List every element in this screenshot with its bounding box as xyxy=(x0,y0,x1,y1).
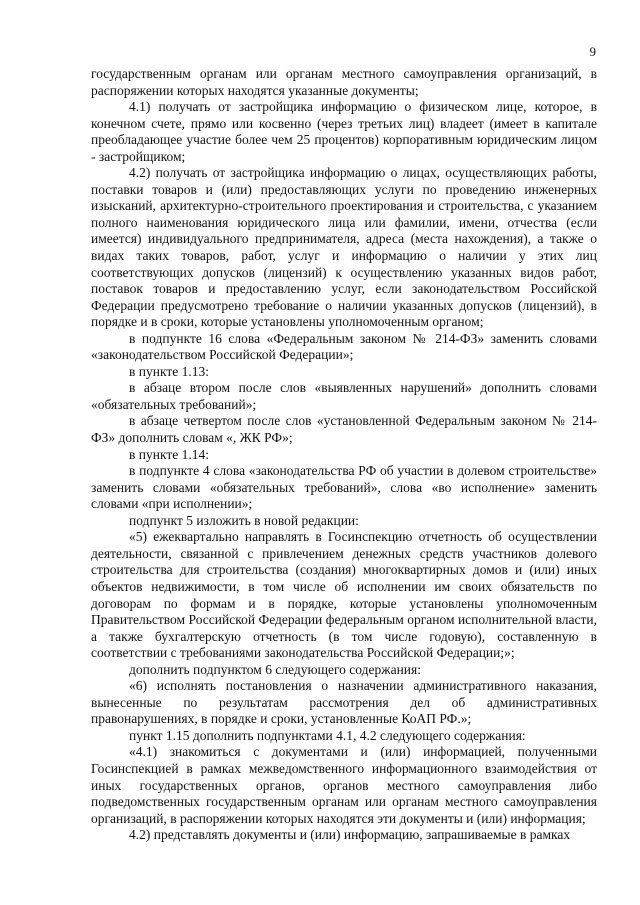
document-body xyxy=(91,66,597,844)
paragraph: государственным органам или органам местного самоуправления организаций, в распоряжении которых находятся указанные документы; xyxy=(91,66,597,98)
paragraph: «6) исполнять постановления о назначении административного наказания, вынесенные по результатам рассмотрения дел об административных правонарушениях, в порядке и сроки, установленные КоАП РФ.»; xyxy=(91,678,597,727)
paragraph: «5) ежеквартально направлять в Госинспекцию отчетность об осуществлении деятельности, связанной с привлечением денежных средств участников долевого строительства для строительства (создания) многоквартирных домов и (или) иных объектов недвижимости, в том числе об исполнении им своих обязательств по договорам по формам и в порядке, которые установлены уполномоченным Правительством Российской Федерации федеральным органом исполнительной власти, а также бухгалтерскую отчетность (в том числе годовую), составленную в соответствии с требованиями законодательства Российской Федерации;»; xyxy=(91,529,597,661)
paragraph: в пункте 1.13: xyxy=(129,363,209,379)
paragraph: в абзаце четвертом после слов «установленной Федеральным законом № 214-ФЗ» дополнить словам «, ЖК РФ»; xyxy=(91,413,597,446)
paragraph: 4.2) представлять документы и (или) информацию, запрашиваемые в рамках xyxy=(129,827,571,843)
paragraph: подпункт 5 изложить в новой редакции: xyxy=(129,512,359,528)
paragraph: в подпункте 16 слова «Федеральным законом № 214-ФЗ» заменить словами «законодательством Российской Федерации»; xyxy=(91,330,597,363)
paragraph: в подпункте 4 слова «законодательства РФ об участии в долевом строительстве» заменить словами «обязательных требований», слова «во исполнение» заменить словами «при исполнении»; xyxy=(91,463,597,512)
paragraph: пункт 1.15 дополнить подпунктами 4.1, 4.2 следующего содержания: xyxy=(129,727,526,743)
paragraph: дополнить подпунктом 6 следующего содержания: xyxy=(129,661,421,677)
paragraph: 4.2) получать от застройщика информацию о лицах, осуществляющих работы, поставки товаров и (или) предоставляющих услуги по проведению инженерных изысканий, архитектурно-строительного проектирования и строительства, с указанием полного наименования юридического лица или фамилии, имени, отчества (если имеется) индивидуального предпринимателя, адреса (места нахождения), а также о видах таких товаров, работ, услуг и информацию о наличии у этих лиц соответствующих допусков (лицензий) к осуществлению указанных видов работ, поставок товаров и предоставлению услуг, если законодательством Российской Федерации предусмотрено требование о наличии указанных допусков (лицензий), в порядке и в сроки, которые установлены уполномоченным органом; xyxy=(91,165,597,330)
page-number: 9 xyxy=(589,44,596,59)
paragraph: 4.1) получать от застройщика информацию о физическом лице, которое, в конечном счете, прямо или косвенно (через третьих лиц) владеет (имеет в капитале преобладающее участие более чем 25 процентов) корпоративным юридическим лицом - застройщиком; xyxy=(91,99,597,164)
paragraph: в пункте 1.14: xyxy=(129,446,209,462)
paragraph: «4.1) знакомиться с документами и (или) информацией, полученными Госинспекцией в рамках межведомственного информационного взаимодействия от иных государственных органов, органов местного самоуправления либо подведомственных государственным органам или органам местного самоуправления организаций, в распоряжении которых находятся эти документы и (или) информация; xyxy=(91,744,597,826)
paragraph: в абзаце втором после слов «выявленных нарушений» дополнить словами «обязательных требований»; xyxy=(91,380,597,412)
